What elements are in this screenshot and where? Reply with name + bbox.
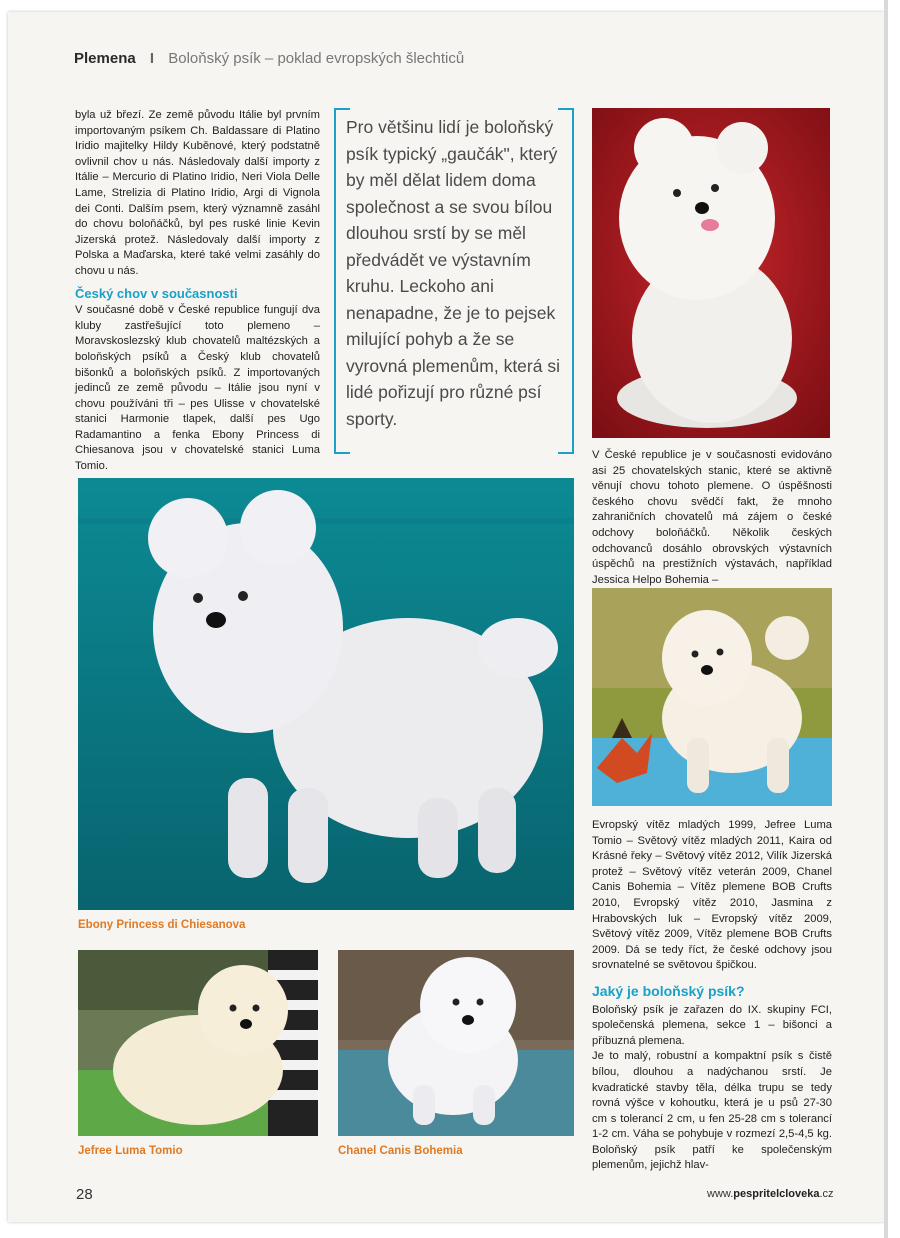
photo-dog-table-flowers — [592, 588, 832, 806]
header-title: Boloňský psík – poklad evropských šlechticů — [168, 50, 465, 67]
photo-chanel-canis-bohemia — [338, 950, 574, 1136]
page-number: 28 — [76, 1186, 93, 1203]
url-suffix: .cz — [819, 1188, 834, 1200]
caption-bottom-left: Jefree Luma Tomio — [78, 1145, 183, 1157]
left-column — [75, 108, 320, 475]
photo-dog-sitting-red — [592, 108, 830, 438]
right-paragraph-1: V České republice je v současnosti evidováno asi 25 chovatelských stanic, které se aktivně věnují chovu tohoto plemene. O úspěšnosti českého chovu svědčí fakt, že mnoho zahraničních chovatelů má zájem o české odchovy boloňáčků. Několik českých odchovanců dosáhlo obrovských výstavních úspěchů na prestižních výstavách, například Jessica Helpo Bohemia – — [592, 449, 832, 586]
pull-quote — [334, 108, 574, 452]
quote-text: Pro většinu lidí je boloňský psík typický „gaučák", který by měl dělat lidem doma společnost a se svou bílou dlouhou srstí by se měl předvádět ve výstavním kruhu. Leckoho ani nenapadne, že je to pejsek milující pohyb a že se vyrovná plemenům, která si lidé pořizují pro různé psí sporty. — [346, 117, 560, 429]
header-section: Plemena — [74, 50, 136, 67]
what-paragraph-2: Je to malý, robustní a kompaktní psík s čistě bílou, dlouhou a nadýchanou srstí. Je kvadratické stavby těla, délka trupu se tedy rovná výšce v kohoutku, která je u psů 27-30 cm s tolerancí 2 cm, u fen 25-28 cm s tolerancí 1-2 cm. Váha se pohybuje v rozmezí 2,5-4,5 kg. Boloňský psík patří ke společenským plemenům, jejichž hlav- — [592, 1050, 832, 1172]
url-prefix: www. — [707, 1188, 734, 1200]
right-paragraph-2: Evropský vítěz mladých 1999, Jefree Luma Tomio – Světový vítěz mladých 2011, Kaira od Krásné řeky – Světový vítěz 2012, Vilík Jizerská protež – Světový vítěz veterán 2009, Chanel Canis Bohemia – Vítěz plemene BOB Crufts 2010, Evropský vítěz 2010, Jasmina z Hrabovských luk – Evropský vítěz 2009, Světový vítěz 2009, Vítěz plemene BOB Crufts 2009. Dá se tedy říct, že české odchovy jsou srovnatelné se světovou špičkou. — [592, 819, 832, 972]
header-separator: I — [149, 50, 155, 67]
czech-paragraph: V současné době v České republice fungují dva kluby zastřešující toto plemeno – Moravskoslezský klub chovatelů maltézských a boloňských psíků a Český klub chovatelů bišonků a boloňských psíků. Z importovaných jedinců ze země původu – Itálie jsou nyní v chovu používáni tři – pes Ulisse v chovatelské stanici Harmonie tlapek, další pes Ugo Radamantino a fenka Ebony Princess di Chiesanova jsou v chovatelské stanici Luma Tomio. — [75, 304, 320, 473]
intro-paragraph: byla už březí. Ze země původu Itálie byl prvním importovaným psíkem Ch. Baldassare di Platino Iridio majitelky Hildy Kuběnové, který podstatně ovlivnil chov u nás. Následovaly další importy z Itálie – Mercurio di Platino Iridio, Neri Viola Delle Lame, Strelizia di Platino Iridio, Argi di Vignola dei Conti. Dalším psem, který významně zasáhl do chovu boloňáčků, byl pes ruské linie Kevin Jizerská protež. Následovaly další importy z Polska a Maďarska, které také velmi zasáhly do chovu u nás. — [75, 109, 320, 277]
running-header — [74, 50, 464, 67]
caption-bottom-mid: Chanel Canis Bohemia — [338, 1145, 463, 1157]
photo-ebony-princess — [78, 478, 574, 910]
page-edge — [884, 0, 888, 1238]
right-column-top — [592, 448, 832, 588]
section-heading-czech: Český chov v současnosti — [75, 285, 238, 301]
section-heading-what: Jaký je boloňský psík? — [592, 982, 745, 999]
right-column-bottom — [592, 818, 832, 1174]
caption-main-photo: Ebony Princess di Chiesanova — [78, 919, 246, 931]
url-domain: pespritelcloveka — [733, 1188, 820, 1200]
footer-url[interactable] — [707, 1188, 834, 1200]
what-paragraph-1: Boloňský psík je zařazen do IX. skupiny FCI, společenská plemena, sekce 1 – bišonci a příbuzná plemena. — [592, 1003, 832, 1047]
photo-jefree-luma-tomio — [78, 950, 318, 1136]
